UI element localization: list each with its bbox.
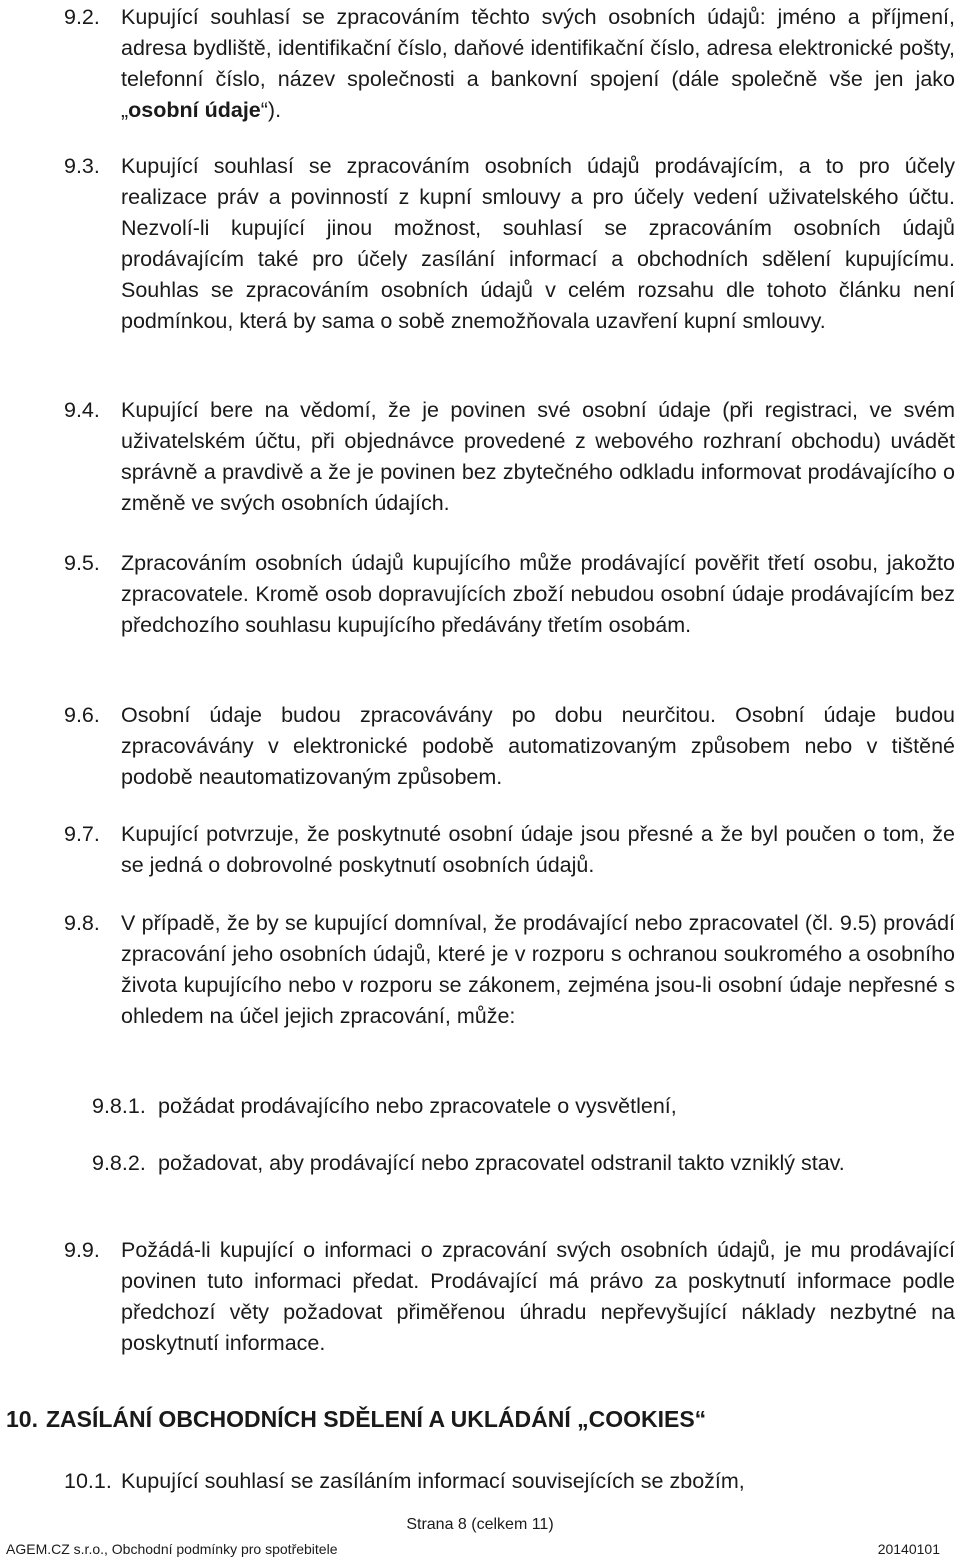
paragraph-number: 9.2.	[64, 5, 100, 29]
paragraph-9-2	[0, 2, 960, 126]
heading-text: ZASÍLÁNÍ OBCHODNÍCH SDĚLENÍ A UKLÁDÁNÍ „COOKIES“	[45, 1406, 707, 1432]
paragraph-9-3	[0, 151, 960, 337]
paragraph-text: požadovat, aby prodávající nebo zpracovatel odstranil takto vzniklý stav.	[158, 1151, 845, 1175]
paragraph-text: Kupující souhlasí se zpracováním osobních údajů prodávajícím, a to pro účely realizace práv a povinností z kupní smlouvy a pro účely vedení uživatelského účtu. Nezvolí-li kupující jinou možnost, souhlasí se zpracováním osobních údajů prodávajícím také pro účely zasílání informací a obchodních sdělení kupujícímu. Souhlas se zpracováním osobních údajů v celém rozsahu dle tohoto článku není podmínkou, která by sama o sobě znemožňovala uzavření kupní smlouvy.	[121, 154, 955, 333]
paragraph-number: 9.8.2.	[92, 1151, 146, 1175]
paragraph-number: 9.7.	[64, 822, 100, 846]
paragraph-9-5	[0, 548, 960, 641]
paragraph-text: Osobní údaje budou zpracovávány po dobu neurčitou. Osobní údaje budou zpracovávány v elektronické podobě automatizovaným způsobem nebo v tištěné podobě neautomatizovaným způsobem.	[121, 703, 955, 789]
paragraph-number: 9.3.	[64, 154, 100, 178]
paragraph-number: 9.9.	[64, 1238, 100, 1262]
paragraph-number: 9.6.	[64, 703, 100, 727]
paragraph-text: Kupující souhlasí se zasíláním informací souvisejících se zbožím,	[121, 1469, 745, 1493]
paragraph-text: V případě, že by se kupující domníval, že prodávající nebo zpracovatel (čl. 9.5) provádí zpracování jeho osobních údajů, které je v rozporu s ochranou soukromého a osobního života kupujícího nebo v rozporu se zákonem, zejména jsou-li osobní údaje nepřesné s ohledem na účel jejich zpracování, může:	[121, 911, 955, 1028]
paragraph-9-4	[0, 395, 960, 519]
paragraph-number: 9.8.1.	[92, 1094, 146, 1118]
paragraph-text: požádat prodávajícího nebo zpracovatele o vysvětlení,	[158, 1094, 677, 1118]
footer-code: 20140101	[877, 1541, 940, 1557]
paragraph-number: 9.5.	[64, 551, 100, 575]
paragraph-text: Kupující potvrzuje, že poskytnuté osobní údaje jsou přesné a že byl poučen o tom, že se jedná o dobrovolné poskytnutí osobních údajů.	[121, 822, 955, 877]
page-number: Strana 8 (celkem 11)	[406, 1516, 554, 1533]
paragraph-10-1	[0, 1466, 960, 1497]
paragraph-9-8-1	[0, 1091, 960, 1122]
footer-company: AGEM.CZ s.r.o., Obchodní podmínky pro spotřebitele	[6, 1541, 338, 1557]
paragraph-text: Kupující bere na vědomí, že je povinen své osobní údaje (při registraci, ve svém uživatelském účtu, při objednávce provedené z webového rozhraní obchodu) uvádět správně a pravdivě a že je povinen bez zbytečného odkladu informovat prodávajícího o změně ve svých osobních údajích.	[121, 398, 955, 515]
heading-number: 10.	[6, 1406, 38, 1432]
paragraph-9-6	[0, 700, 960, 793]
paragraph-text: Kupující souhlasí se zpracováním těchto svých osobních údajů: jméno a příjmení, adresa bydliště, identifikační číslo, daňové identifikační číslo, adresa elektronické pošty, telefonní číslo, název společnosti a bankovní spojení (dále společně vše jen jako „osobní údaje“).	[121, 5, 955, 122]
paragraph-number: 9.8.	[64, 911, 100, 935]
paragraph-number: 9.4.	[64, 398, 100, 422]
section-heading-10	[6, 1404, 706, 1435]
paragraph-9-7	[0, 819, 960, 881]
bold-term: osobní údaje	[128, 98, 261, 122]
paragraph-number: 10.1.	[64, 1469, 112, 1493]
paragraph-9-8	[0, 908, 960, 1032]
paragraph-text: Zpracováním osobních údajů kupujícího může prodávající pověřit třetí osobu, jakožto zpracovatele. Kromě osob dopravujících zboží nebudou osobní údaje prodávajícím bez předchozího souhlasu kupujícího předávány třetím osobám.	[121, 551, 955, 637]
paragraph-9-9	[0, 1235, 960, 1359]
paragraph-9-8-2	[0, 1148, 960, 1179]
paragraph-text: Požádá-li kupující o informaci o zpracování svých osobních údajů, je mu prodávající povinen tuto informaci předat. Prodávající má právo za poskytnutí informace podle předchozí věty požadovat přiměřenou úhradu nepřevyšující náklady nezbytné na poskytnutí informace.	[121, 1238, 955, 1355]
